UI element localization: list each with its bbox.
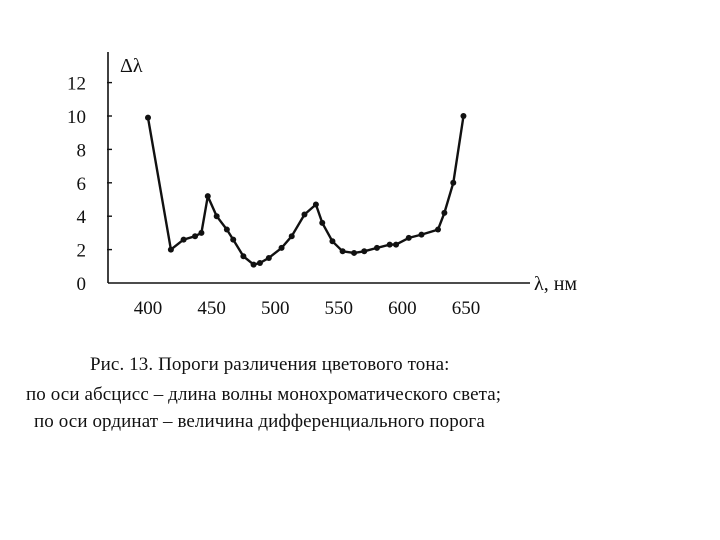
data-point bbox=[450, 180, 456, 186]
y-tick-label: 8 bbox=[76, 140, 86, 162]
y-tick-label: 0 bbox=[76, 274, 86, 295]
caption-line-3: по оси ординат – величина дифференциального порога bbox=[34, 411, 485, 432]
data-point bbox=[351, 250, 357, 256]
caption-line-1: Рис. 13. Пороги различения цветового тона: bbox=[90, 354, 450, 375]
y-tick-label: 12 bbox=[67, 73, 86, 95]
data-point bbox=[374, 245, 380, 251]
data-point bbox=[361, 248, 367, 254]
data-point bbox=[251, 262, 257, 268]
x-tick-label: 650 bbox=[451, 298, 481, 319]
data-point bbox=[145, 115, 151, 121]
y-tick-label: 2 bbox=[76, 240, 86, 262]
data-point bbox=[301, 212, 307, 218]
data-point bbox=[406, 235, 412, 241]
data-point bbox=[313, 202, 319, 208]
y-axis-title: Δλ bbox=[120, 55, 143, 77]
data-point bbox=[214, 213, 220, 219]
data-point bbox=[240, 253, 246, 259]
y-tick-label: 6 bbox=[76, 173, 86, 195]
data-point bbox=[224, 227, 230, 233]
data-point bbox=[340, 248, 346, 254]
data-point bbox=[257, 260, 263, 266]
x-tick-label: 400 bbox=[133, 298, 163, 319]
data-point bbox=[168, 247, 174, 253]
data-point bbox=[266, 255, 272, 261]
data-point bbox=[435, 227, 441, 233]
x-axis-title: λ, нм bbox=[534, 273, 578, 295]
data-point bbox=[387, 242, 393, 248]
data-point bbox=[319, 220, 325, 226]
data-point bbox=[329, 238, 335, 244]
data-points bbox=[145, 113, 466, 268]
x-tick-label: 550 bbox=[324, 298, 354, 319]
y-axis-ticks bbox=[67, 74, 112, 295]
data-point bbox=[181, 237, 187, 243]
data-point bbox=[198, 230, 204, 236]
data-point bbox=[441, 210, 447, 216]
caption-line-2: по оси абсцисс – длина волны монохроматического света; bbox=[26, 384, 502, 405]
y-tick-label: 4 bbox=[76, 207, 86, 229]
x-tick-label: 450 bbox=[197, 298, 226, 319]
data-point bbox=[393, 242, 399, 248]
data-point bbox=[205, 193, 211, 199]
data-point bbox=[289, 233, 295, 239]
data-point bbox=[460, 113, 466, 119]
x-tick-label: 500 bbox=[260, 298, 290, 319]
data-point bbox=[230, 237, 236, 243]
x-axis-ticks bbox=[134, 298, 481, 319]
data-point bbox=[279, 245, 285, 251]
y-tick-label: 10 bbox=[67, 107, 86, 128]
x-tick-label: 600 bbox=[388, 298, 417, 319]
series-line bbox=[148, 116, 464, 265]
data-point bbox=[418, 232, 424, 238]
data-point bbox=[192, 233, 198, 239]
